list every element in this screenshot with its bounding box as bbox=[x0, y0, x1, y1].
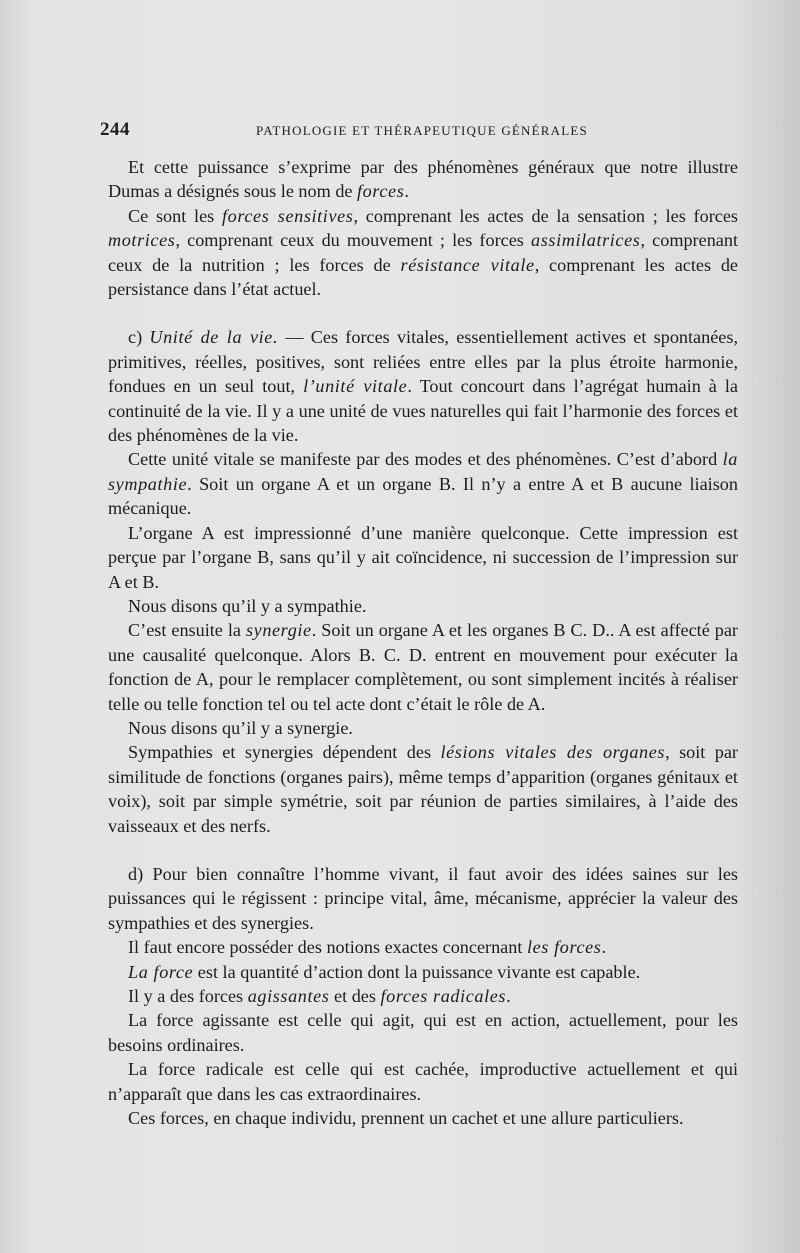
text-run: L’organe A est impressionné d’une manière quelconque. Cette impression est perçue par l’organe B, sans qu’il y ait coïncidence, ni succession de l’impression sur A et B. bbox=[108, 522, 738, 592]
text-run: La force agissante est celle qui agit, qui est en action, actuellement, pour les besoins ordinaires. bbox=[108, 1010, 738, 1055]
text-run: . bbox=[601, 937, 607, 958]
text-run: d) Pour bien connaître l’homme vivant, il faut avoir des idées saines sur les puissances qui le régissent : principe vital, âme, mécanisme, apprécier la valeur des sympathies et des synergies. bbox=[108, 863, 738, 933]
text-run: Cette unité vitale se manifeste par des modes et des phénomènes. C’est d’abord bbox=[128, 449, 723, 470]
italic-term: résistance vitale bbox=[400, 254, 535, 275]
paragraph-p4 bbox=[108, 447, 738, 520]
italic-term: assimilatrices bbox=[531, 230, 641, 251]
italic-term: la sympathie bbox=[108, 449, 738, 494]
italic-term: synergie bbox=[245, 620, 312, 641]
paragraph-p2 bbox=[108, 204, 738, 302]
italic-term: l’unité vitale bbox=[303, 376, 408, 397]
paragraph-p16 bbox=[108, 1106, 738, 1130]
italic-term: lésions vitales des organes bbox=[440, 742, 666, 763]
italic-term: La force bbox=[128, 961, 194, 982]
page-number: 244 bbox=[100, 119, 130, 140]
paragraph-p12 bbox=[108, 960, 738, 984]
italic-term: Unité de la vie. bbox=[149, 327, 279, 348]
text-run: . Soit un organe A et les organes B C. D.. A est affecté par une causalité quelconque. Alors B. C. D. entrent en mouvement pour exécuter la fonction de A, pour le remplacer complètement, ou sont simplement incités à réaliser telle ou telle fonction tel ou tel acte dont c’était le rôle de A. bbox=[108, 620, 738, 714]
page-header bbox=[100, 119, 740, 143]
text-run: Ces forces, en chaque individu, prennent un cachet et une allure particuliers. bbox=[128, 1108, 684, 1129]
paragraph-p7 bbox=[108, 618, 738, 716]
text-run: Il faut encore posséder des notions exactes concernant bbox=[128, 937, 527, 958]
paragraph-p11 bbox=[108, 935, 738, 959]
paragraph-p5 bbox=[108, 521, 738, 594]
text-run: C’est ensuite la bbox=[128, 620, 246, 641]
text-run: . Soit un organe A et un organe B. Il n’y a entre A et B aucune liaison mécanique. bbox=[108, 473, 738, 519]
paragraph-p6 bbox=[108, 594, 738, 618]
text-run: . bbox=[404, 181, 409, 202]
text-run: . bbox=[506, 986, 511, 1006]
paragraph-p3 bbox=[108, 325, 738, 447]
paragraph-p9 bbox=[108, 740, 738, 838]
text-run: Et cette puissance s’exprime par des phénomènes généraux que notre illustre Dumas a désignés sous le nom de bbox=[108, 157, 738, 202]
text-run: Nous disons qu’il y a synergie. bbox=[128, 717, 353, 738]
body-text bbox=[108, 155, 738, 1130]
text-run: et des bbox=[329, 986, 381, 1006]
paragraph-p14 bbox=[108, 1008, 738, 1057]
text-run: Ce sont les bbox=[128, 205, 223, 226]
text-run: , comprenant les actes de persistance dans l’état actuel. bbox=[108, 254, 739, 300]
running-title: PATHOLOGIE ET THÉRAPEUTIQUE GÉNÉRALES bbox=[256, 123, 588, 138]
text-run: Sympathies et synergies dépendent des bbox=[128, 742, 441, 763]
text-run: . Tout concourt dans l’agrégat humain à la continuité de la vie. Il y a une unité de vues naturelles qui fait l’harmonie des forces et des phénomènes de la vie. bbox=[108, 376, 738, 446]
italic-term: les forces bbox=[526, 937, 602, 958]
italic-term: agissantes bbox=[247, 986, 330, 1006]
text-run: , comprenant ceux du mouvement ; les forces bbox=[175, 230, 532, 251]
text-run: c) bbox=[128, 327, 150, 348]
text-run: — Ces forces vitales, essentiellement actives et spontanées, primitives, réelles, positives, sont reliées entre elles par la plus étroite harmonie, fondues en un seul tout, bbox=[108, 327, 738, 397]
text-run: , comprenant ceux de la nutrition ; les forces de bbox=[108, 230, 739, 275]
text-run: Il y a des forces bbox=[128, 986, 248, 1006]
text-run: est la quantité d’action dont la puissance vivante est capable. bbox=[193, 961, 641, 982]
text-run: La force radicale est celle qui est cachée, improductive actuellement et qui n’apparaît que dans les cas extraordinaires. bbox=[108, 1059, 738, 1104]
paragraph-p1 bbox=[108, 155, 738, 204]
italic-term: forces bbox=[357, 181, 405, 202]
text-run: , soit par similitude de fonctions (organes pairs), même temps d’apparition (organes génitaux et voix), soit par simple symétrie, soit par réunion de parties similaires, à l’aide des vaisseaux et des nerfs. bbox=[108, 742, 738, 836]
paragraph-p8 bbox=[108, 716, 738, 740]
italic-term: forces sensitives bbox=[222, 205, 354, 226]
paragraph-p13 bbox=[108, 984, 738, 1008]
text-run: Nous disons qu’il y a sympathie. bbox=[128, 595, 367, 616]
italic-term: motrices bbox=[108, 230, 176, 251]
paragraph-p10 bbox=[108, 862, 738, 935]
italic-term: forces radicales bbox=[380, 986, 507, 1006]
paragraph-p15 bbox=[108, 1057, 738, 1106]
text-run: , comprenant les actes de la sensation ; les forces bbox=[353, 205, 738, 226]
